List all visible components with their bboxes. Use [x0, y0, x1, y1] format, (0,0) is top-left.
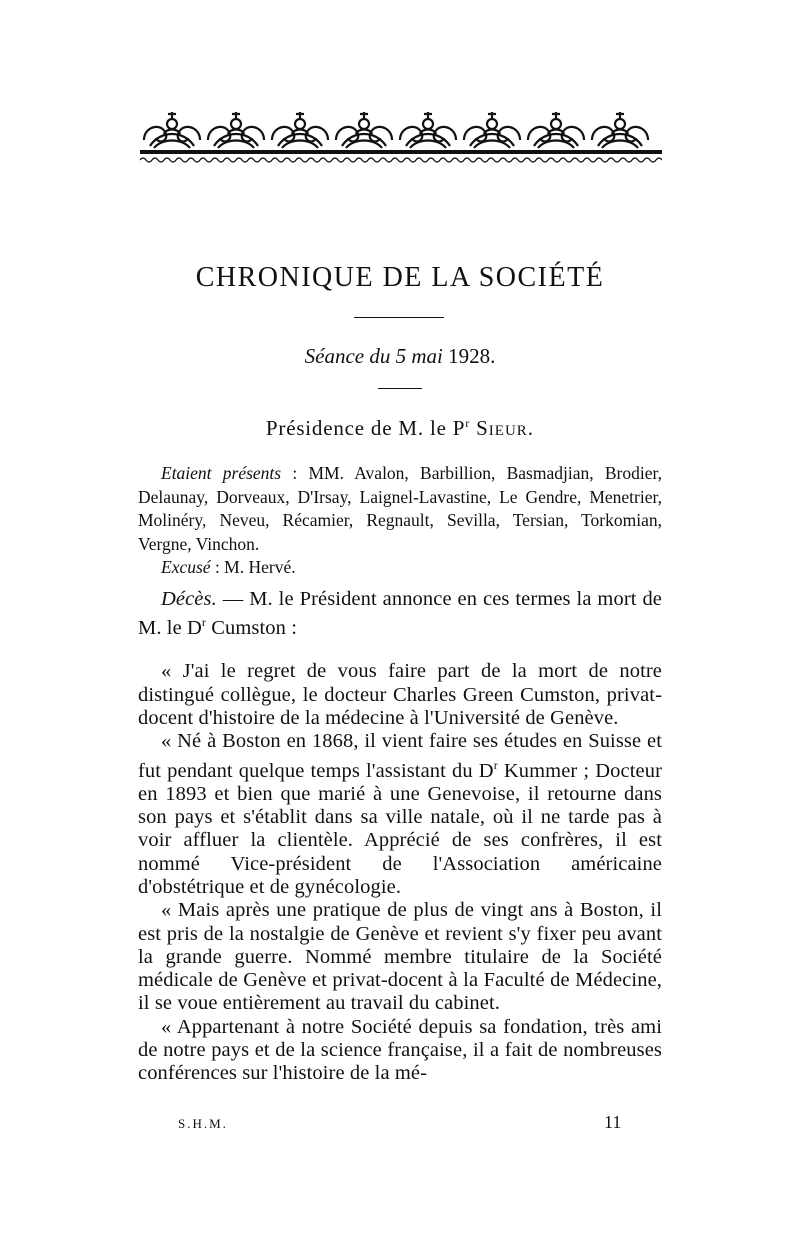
paragraph-2-end: Kummer ; Docteur en 1893 et bien que marié à une Genevoise, il retourne dans son pays et s'établit dans sa ville natale, où il ne tarde pas à voir affluer la clientèle. Apprécié de ses confrères, il est nommé Vice-président de l'Association américaine d'obstétrique et de gynécologie. [138, 759, 663, 898]
paragraph-2-start: « Né à Boston en 1868, il vient faire ses études en Suisse et fut pendant quelque temps l'assistant du D [138, 730, 662, 782]
session-year: 1928. [448, 344, 496, 368]
paragraph-2-sup: r [493, 757, 498, 772]
deces-end: Cumston : [206, 617, 298, 640]
decorative-header-ornament [140, 100, 662, 172]
present-list: : MM. Avalon, Barbillion, Basmadjian, Brodier, Delaunay, Dorveaux, D'Irsay, Laignel-Lavastine, Le Gendre, Menetrier, Molinéry, Neveu, Récamier, Regnault, Sevilla, Tersian, Torkomian, Vergne, Vinchon. [138, 463, 662, 554]
excused-list: : M. Hervé. [210, 557, 296, 577]
presidency-line [0, 416, 800, 441]
attendance-block [138, 462, 662, 580]
excused-label: Excusé [161, 557, 211, 577]
session-divider [378, 388, 422, 389]
paragraph-4: « Appartenant à notre Société depuis sa fondation, très ami de notre pays et de la science française, il a fait de nombreuses conférences sur l'histoire de la mé- [138, 1015, 662, 1085]
paragraph-2 [138, 730, 662, 899]
session-date [0, 344, 800, 369]
deces-text: — M. le Président annonce en ces termes la mort de M. le D [138, 588, 662, 640]
deces-paragraph [138, 588, 662, 640]
paragraph-1: « J'ai le regret de vous faire part de la mort de notre distingué collègue, le docteur Charles Green Cumston, privat-docent d'histoire de la médecine à l'Université de Genève. [138, 660, 662, 730]
paragraph-3: « Mais après une pratique de plus de vingt ans à Boston, il est pris de la nostalgie de Genève et revient s'y fixer peu avant la grande guerre. Nommé membre titulaire de la Société médicale de Genève et privat-docent à la Faculté de Médecine, il se voue entièrement au travail du cabinet. [138, 899, 662, 1015]
title-divider [354, 317, 444, 318]
footer-signature: S.H.M. [178, 1116, 228, 1131]
main-text [138, 588, 662, 1086]
page-title: CHRONIQUE DE LA SOCIÉTÉ [195, 262, 605, 293]
session-label: Séance du 5 mai [304, 344, 443, 368]
presidency-prefix: Présidence de M. le P [265, 416, 466, 440]
president-name: Sieur. [476, 416, 535, 440]
deces-sup: r [201, 615, 207, 630]
presidency-sup: r [465, 416, 471, 430]
deces-label: Décès. [161, 588, 217, 610]
page-number: 11 [604, 1112, 622, 1132]
present-label: Etaient présents [161, 463, 282, 483]
